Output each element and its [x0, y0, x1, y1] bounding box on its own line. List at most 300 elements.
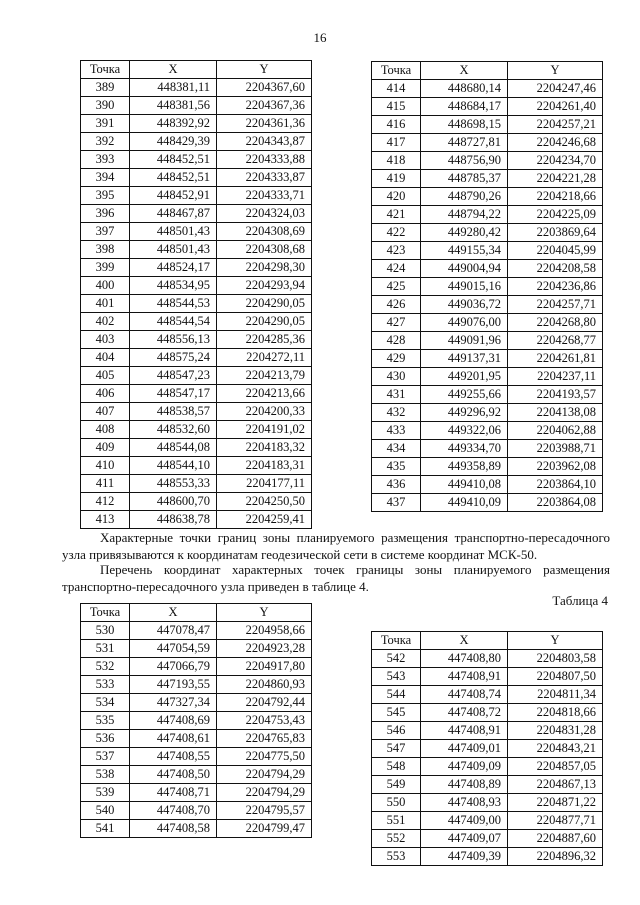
point-cell: 404 [81, 349, 130, 367]
point-cell: 542 [372, 650, 421, 668]
point-cell: 408 [81, 421, 130, 439]
table-row [81, 658, 312, 676]
table-row [372, 686, 603, 704]
x-cell: 448524,17 [130, 259, 217, 277]
y-cell: 2204958,66 [217, 622, 312, 640]
y-cell: 2204917,80 [217, 658, 312, 676]
x-cell: 449004,94 [421, 260, 508, 278]
point-cell: 415 [372, 98, 421, 116]
y-cell: 2204867,13 [508, 776, 603, 794]
x-cell: 447409,01 [421, 740, 508, 758]
y-cell: 2204225,09 [508, 206, 603, 224]
y-cell: 2204191,02 [217, 421, 312, 439]
x-cell: 448680,14 [421, 80, 508, 98]
x-cell: 448452,91 [130, 187, 217, 205]
point-cell: 435 [372, 458, 421, 476]
table-row [81, 640, 312, 658]
point-cell: 536 [81, 730, 130, 748]
y-cell: 2204193,57 [508, 386, 603, 404]
y-cell: 2204246,68 [508, 134, 603, 152]
header-y: Y [508, 632, 603, 650]
table-row [81, 79, 312, 97]
point-cell: 424 [372, 260, 421, 278]
y-cell: 2204799,47 [217, 820, 312, 838]
point-cell: 392 [81, 133, 130, 151]
point-cell: 534 [81, 694, 130, 712]
point-cell: 546 [372, 722, 421, 740]
x-cell: 448501,43 [130, 241, 217, 259]
point-cell: 409 [81, 439, 130, 457]
point-cell: 432 [372, 404, 421, 422]
header-y: Y [217, 61, 312, 79]
table-row [372, 170, 603, 188]
y-cell: 2204765,83 [217, 730, 312, 748]
point-cell: 394 [81, 169, 130, 187]
coordinates-table-bottom-left [80, 603, 312, 838]
x-cell: 448553,33 [130, 475, 217, 493]
table-row [81, 151, 312, 169]
x-cell: 449091,96 [421, 332, 508, 350]
header-point: Точка [372, 632, 421, 650]
page-number: 16 [313, 30, 327, 45]
y-cell: 2204361,36 [217, 115, 312, 133]
coordinates-table-bottom-right [371, 631, 603, 866]
coordinates-table-top-right [371, 61, 603, 512]
table-row [372, 830, 603, 848]
x-cell: 448547,23 [130, 367, 217, 385]
y-cell: 2204221,28 [508, 170, 603, 188]
y-cell: 2204367,60 [217, 79, 312, 97]
y-cell: 2204208,58 [508, 260, 603, 278]
y-cell: 2204794,29 [217, 784, 312, 802]
table-row [81, 766, 312, 784]
table-row [372, 188, 603, 206]
table-row [372, 848, 603, 866]
x-cell: 449410,08 [421, 476, 508, 494]
table-row [372, 134, 603, 152]
table-row [372, 758, 603, 776]
x-cell: 447193,55 [130, 676, 217, 694]
x-cell: 447409,00 [421, 812, 508, 830]
table-row [81, 241, 312, 259]
point-cell: 430 [372, 368, 421, 386]
x-cell: 448547,17 [130, 385, 217, 403]
point-cell: 402 [81, 313, 130, 331]
table-row [372, 650, 603, 668]
x-cell: 448381,11 [130, 79, 217, 97]
header-x: X [130, 61, 217, 79]
x-cell: 448392,92 [130, 115, 217, 133]
y-cell: 2204308,69 [217, 223, 312, 241]
table-row [81, 457, 312, 475]
point-cell: 421 [372, 206, 421, 224]
table-row [372, 794, 603, 812]
y-cell: 2204887,60 [508, 830, 603, 848]
x-cell: 448727,81 [421, 134, 508, 152]
point-cell: 427 [372, 314, 421, 332]
x-cell: 449358,89 [421, 458, 508, 476]
point-cell: 423 [372, 242, 421, 260]
table-row [372, 386, 603, 404]
y-cell: 2204324,03 [217, 205, 312, 223]
x-cell: 448600,70 [130, 493, 217, 511]
table-row [81, 277, 312, 295]
y-cell: 2204247,46 [508, 80, 603, 98]
point-cell: 541 [81, 820, 130, 838]
table-row [81, 493, 312, 511]
y-cell: 2204803,58 [508, 650, 603, 668]
point-cell: 393 [81, 151, 130, 169]
table-row [81, 622, 312, 640]
table-row [81, 169, 312, 187]
y-cell: 2204333,71 [217, 187, 312, 205]
table-row [372, 224, 603, 242]
table-row [372, 812, 603, 830]
y-cell: 2204860,93 [217, 676, 312, 694]
x-cell: 449334,70 [421, 440, 508, 458]
header-x: X [130, 604, 217, 622]
y-cell: 2204290,05 [217, 295, 312, 313]
table-header-row [81, 61, 312, 79]
header-point: Точка [81, 604, 130, 622]
y-cell: 2204268,80 [508, 314, 603, 332]
point-cell: 401 [81, 295, 130, 313]
x-cell: 447408,80 [421, 650, 508, 668]
x-cell: 448544,10 [130, 457, 217, 475]
table-row [372, 314, 603, 332]
point-cell: 396 [81, 205, 130, 223]
header-y: Y [217, 604, 312, 622]
y-cell: 2204794,29 [217, 766, 312, 784]
table-row [81, 223, 312, 241]
y-cell: 2204045,99 [508, 242, 603, 260]
y-cell: 2204795,57 [217, 802, 312, 820]
table-row [372, 404, 603, 422]
header-point: Точка [81, 61, 130, 79]
x-cell: 447408,50 [130, 766, 217, 784]
point-cell: 530 [81, 622, 130, 640]
x-cell: 449280,42 [421, 224, 508, 242]
point-cell: 550 [372, 794, 421, 812]
table-row [372, 98, 603, 116]
y-cell: 2203962,08 [508, 458, 603, 476]
y-cell: 2204877,71 [508, 812, 603, 830]
x-cell: 447408,91 [421, 668, 508, 686]
point-cell: 551 [372, 812, 421, 830]
y-cell: 2204236,86 [508, 278, 603, 296]
y-cell: 2204811,34 [508, 686, 603, 704]
x-cell: 449155,34 [421, 242, 508, 260]
table-row [372, 440, 603, 458]
table-row [372, 458, 603, 476]
x-cell: 447408,74 [421, 686, 508, 704]
point-cell: 405 [81, 367, 130, 385]
table-row [372, 368, 603, 386]
table-row [81, 421, 312, 439]
coordinates-table-top-left [80, 60, 312, 529]
table-row [372, 152, 603, 170]
table-row [81, 133, 312, 151]
x-cell: 448381,56 [130, 97, 217, 115]
y-cell: 2203864,08 [508, 494, 603, 512]
table-row [372, 332, 603, 350]
x-cell: 447409,07 [421, 830, 508, 848]
table-header-row [81, 604, 312, 622]
paragraph-coordinates-list: Перечень координат характерных точек границы зоны планируемого размещения транспортно-пересадочного узла приведен в таблице 4. [62, 562, 610, 594]
y-cell: 2203864,10 [508, 476, 603, 494]
point-cell: 538 [81, 766, 130, 784]
table-caption: Таблица 4 [552, 593, 608, 608]
x-cell: 448467,87 [130, 205, 217, 223]
table-row [81, 367, 312, 385]
y-cell: 2204138,08 [508, 404, 603, 422]
y-cell: 2204237,11 [508, 368, 603, 386]
point-cell: 433 [372, 422, 421, 440]
table-row [81, 439, 312, 457]
y-cell: 2204257,21 [508, 116, 603, 134]
table-row [81, 187, 312, 205]
y-cell: 2204857,05 [508, 758, 603, 776]
point-cell: 395 [81, 187, 130, 205]
y-cell: 2204213,79 [217, 367, 312, 385]
y-cell: 2204183,31 [217, 457, 312, 475]
y-cell: 2204250,50 [217, 493, 312, 511]
y-cell: 2204290,05 [217, 313, 312, 331]
point-cell: 397 [81, 223, 130, 241]
y-cell: 2204775,50 [217, 748, 312, 766]
x-cell: 448790,26 [421, 188, 508, 206]
table-row [372, 116, 603, 134]
point-cell: 426 [372, 296, 421, 314]
point-cell: 417 [372, 134, 421, 152]
point-cell: 539 [81, 784, 130, 802]
table-row [372, 422, 603, 440]
table-row [81, 784, 312, 802]
point-cell: 422 [372, 224, 421, 242]
x-cell: 448544,54 [130, 313, 217, 331]
table-row [81, 403, 312, 421]
y-cell: 2204818,66 [508, 704, 603, 722]
x-cell: 447408,58 [130, 820, 217, 838]
point-cell: 428 [372, 332, 421, 350]
y-cell: 2204218,66 [508, 188, 603, 206]
x-cell: 448452,51 [130, 169, 217, 187]
y-cell: 2204343,87 [217, 133, 312, 151]
table-row [372, 704, 603, 722]
x-cell: 449410,09 [421, 494, 508, 512]
x-cell: 447066,79 [130, 658, 217, 676]
y-cell: 2204259,41 [217, 511, 312, 529]
x-cell: 447408,55 [130, 748, 217, 766]
table-row [81, 676, 312, 694]
table-row [372, 278, 603, 296]
table-row [81, 475, 312, 493]
y-cell: 2204308,68 [217, 241, 312, 259]
table-row [81, 385, 312, 403]
table-row [81, 205, 312, 223]
point-cell: 390 [81, 97, 130, 115]
x-cell: 447408,89 [421, 776, 508, 794]
x-cell: 448532,60 [130, 421, 217, 439]
x-cell: 448544,08 [130, 439, 217, 457]
y-cell: 2204923,28 [217, 640, 312, 658]
y-cell: 2204333,87 [217, 169, 312, 187]
header-x: X [421, 62, 508, 80]
table-row [81, 295, 312, 313]
point-cell: 416 [372, 116, 421, 134]
table-row [372, 80, 603, 98]
x-cell: 449255,66 [421, 386, 508, 404]
point-cell: 540 [81, 802, 130, 820]
point-cell: 400 [81, 277, 130, 295]
point-cell: 535 [81, 712, 130, 730]
y-cell: 2204268,77 [508, 332, 603, 350]
table-row [81, 259, 312, 277]
table-row [372, 260, 603, 278]
point-cell: 548 [372, 758, 421, 776]
table-row [372, 722, 603, 740]
y-cell: 2204333,88 [217, 151, 312, 169]
table-row [372, 668, 603, 686]
table-row [81, 349, 312, 367]
point-cell: 407 [81, 403, 130, 421]
y-cell: 2204234,70 [508, 152, 603, 170]
x-cell: 447327,34 [130, 694, 217, 712]
y-cell: 2204261,40 [508, 98, 603, 116]
table-header-row [372, 632, 603, 650]
table-row [81, 313, 312, 331]
point-cell: 398 [81, 241, 130, 259]
point-cell: 544 [372, 686, 421, 704]
x-cell: 448452,51 [130, 151, 217, 169]
y-cell: 2204272,11 [217, 349, 312, 367]
y-cell: 2204896,32 [508, 848, 603, 866]
table-row [81, 730, 312, 748]
point-cell: 531 [81, 640, 130, 658]
table-row [372, 476, 603, 494]
point-cell: 411 [81, 475, 130, 493]
point-cell: 431 [372, 386, 421, 404]
x-cell: 447409,39 [421, 848, 508, 866]
point-cell: 406 [81, 385, 130, 403]
x-cell: 448794,22 [421, 206, 508, 224]
x-cell: 447408,91 [421, 722, 508, 740]
point-cell: 391 [81, 115, 130, 133]
x-cell: 449137,31 [421, 350, 508, 368]
x-cell: 448429,39 [130, 133, 217, 151]
y-cell: 2204792,44 [217, 694, 312, 712]
point-cell: 413 [81, 511, 130, 529]
point-cell: 543 [372, 668, 421, 686]
y-cell: 2204843,21 [508, 740, 603, 758]
x-cell: 449015,16 [421, 278, 508, 296]
y-cell: 2204831,28 [508, 722, 603, 740]
y-cell: 2204261,81 [508, 350, 603, 368]
table-row [81, 802, 312, 820]
x-cell: 448556,13 [130, 331, 217, 349]
point-cell: 419 [372, 170, 421, 188]
point-cell: 533 [81, 676, 130, 694]
x-cell: 448698,15 [421, 116, 508, 134]
x-cell: 447409,09 [421, 758, 508, 776]
table-row [372, 776, 603, 794]
table-row [81, 331, 312, 349]
x-cell: 448501,43 [130, 223, 217, 241]
x-cell: 448575,24 [130, 349, 217, 367]
table-row [81, 511, 312, 529]
paragraph-geodetic-binding: Характерные точки границ зоны планируемого размещения транспортно-пересадочного узла привязываются к координатам геодезической сети в системе координат МСК-50. [62, 530, 610, 562]
x-cell: 448544,53 [130, 295, 217, 313]
x-cell: 447408,71 [130, 784, 217, 802]
x-cell: 448684,17 [421, 98, 508, 116]
point-cell: 532 [81, 658, 130, 676]
x-cell: 448638,78 [130, 511, 217, 529]
y-cell: 2203869,64 [508, 224, 603, 242]
table-row [81, 694, 312, 712]
table-row [81, 712, 312, 730]
point-cell: 403 [81, 331, 130, 349]
table-row [372, 242, 603, 260]
x-cell: 447078,47 [130, 622, 217, 640]
table-row [372, 206, 603, 224]
point-cell: 414 [372, 80, 421, 98]
y-cell: 2204293,94 [217, 277, 312, 295]
point-cell: 425 [372, 278, 421, 296]
y-cell: 2204298,30 [217, 259, 312, 277]
table-row [372, 350, 603, 368]
table-row [81, 115, 312, 133]
table-row [372, 494, 603, 512]
x-cell: 447408,61 [130, 730, 217, 748]
x-cell: 449322,06 [421, 422, 508, 440]
header-x: X [421, 632, 508, 650]
x-cell: 447408,69 [130, 712, 217, 730]
table-row [81, 97, 312, 115]
x-cell: 447408,93 [421, 794, 508, 812]
x-cell: 449296,92 [421, 404, 508, 422]
y-cell: 2204753,43 [217, 712, 312, 730]
y-cell: 2204807,50 [508, 668, 603, 686]
x-cell: 449036,72 [421, 296, 508, 314]
y-cell: 2204200,33 [217, 403, 312, 421]
point-cell: 547 [372, 740, 421, 758]
x-cell: 448785,37 [421, 170, 508, 188]
header-point: Точка [372, 62, 421, 80]
x-cell: 449201,95 [421, 368, 508, 386]
x-cell: 447408,72 [421, 704, 508, 722]
point-cell: 553 [372, 848, 421, 866]
point-cell: 436 [372, 476, 421, 494]
point-cell: 389 [81, 79, 130, 97]
x-cell: 447408,70 [130, 802, 217, 820]
point-cell: 545 [372, 704, 421, 722]
table-row [372, 740, 603, 758]
point-cell: 412 [81, 493, 130, 511]
point-cell: 552 [372, 830, 421, 848]
y-cell: 2204213,66 [217, 385, 312, 403]
point-cell: 399 [81, 259, 130, 277]
x-cell: 448538,57 [130, 403, 217, 421]
point-cell: 437 [372, 494, 421, 512]
x-cell: 449076,00 [421, 314, 508, 332]
point-cell: 418 [372, 152, 421, 170]
point-cell: 549 [372, 776, 421, 794]
y-cell: 2203988,71 [508, 440, 603, 458]
point-cell: 537 [81, 748, 130, 766]
y-cell: 2204367,36 [217, 97, 312, 115]
x-cell: 447054,59 [130, 640, 217, 658]
x-cell: 448534,95 [130, 277, 217, 295]
